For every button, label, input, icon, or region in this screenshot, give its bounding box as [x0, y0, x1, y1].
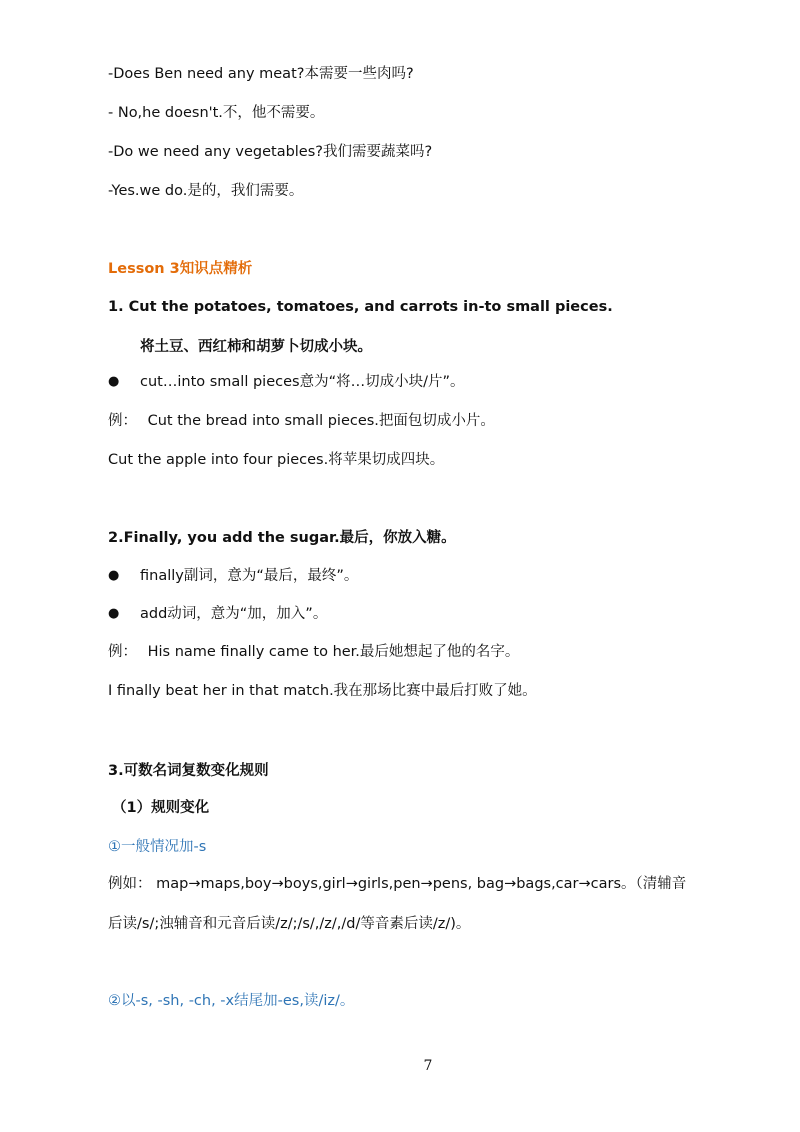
dialogue-line-1: -Does Ben need any meat?本需要一些肉吗?: [108, 66, 414, 82]
point2-title-zh: 最后，你放入糖。: [339, 530, 456, 546]
rule1-example-a: 例如： map→maps,boy→boys,girl→girls,pen→pens, bag→bags,car→cars。（清辅音: [108, 876, 687, 892]
bullet-icon: ●: [108, 606, 120, 621]
point1-example1: [108, 411, 495, 431]
point3-sub1: （1）规则变化: [112, 800, 210, 816]
page-number: 7: [423, 1058, 433, 1074]
point1-example2: Cut the apple into four pieces.将苹果切成四块。: [108, 452, 445, 468]
dialogue-line-4: -Yes.we do.是的，我们需要。: [108, 183, 304, 199]
example-text: His name finally came to her.最后她想起了他的名字。: [147, 644, 520, 660]
point2-title: [108, 528, 456, 548]
point2-example1: [108, 642, 519, 662]
bullet-icon: ●: [108, 374, 120, 389]
point2-title-en: 2.Finally, you add the sugar.: [108, 530, 340, 546]
rule1-example-b: 后读/s/;浊辅音和元音后读/z/;/s/,/z/,/d/等音素后读/z/)。: [108, 916, 471, 932]
example-text: Cut the bread into small pieces.把面包切成小片。: [147, 413, 495, 429]
example-prefix: 例：: [108, 644, 137, 660]
rule2-title: ②以-s, -sh, -ch, -x结尾加-es,读/iz/。: [108, 993, 355, 1009]
point2-example2: I finally beat her in that match.我在那场比赛中最后打败了她。: [108, 683, 537, 699]
point2-bullet2: add动词，意为“加，加入”。: [140, 606, 328, 622]
lesson3-heading: Lesson 3知识点精析: [108, 261, 253, 277]
dialogue-line-2: - No,he doesn't.不，他不需要。: [108, 105, 325, 121]
point1-translation: 将土豆、西红柿和胡萝卜切成小块。: [140, 339, 372, 355]
example-prefix: 例：: [108, 413, 137, 429]
dialogue-line-3: -Do we need any vegetables?我们需要蔬菜吗?: [108, 144, 433, 160]
bullet-icon: ●: [108, 568, 120, 583]
rule1-title: ①一般情况加-s: [108, 839, 207, 855]
point3-title: 3.可数名词复数变化规则: [108, 763, 269, 779]
point2-bullet1: finally副词，意为“最后，最终”。: [140, 568, 359, 584]
point1-bullet: cut…into small pieces意为“将…切成小块/片”。: [140, 374, 465, 390]
point1-title: 1. Cut the potatoes, tomatoes, and carrots in-to small pieces.: [108, 299, 613, 315]
